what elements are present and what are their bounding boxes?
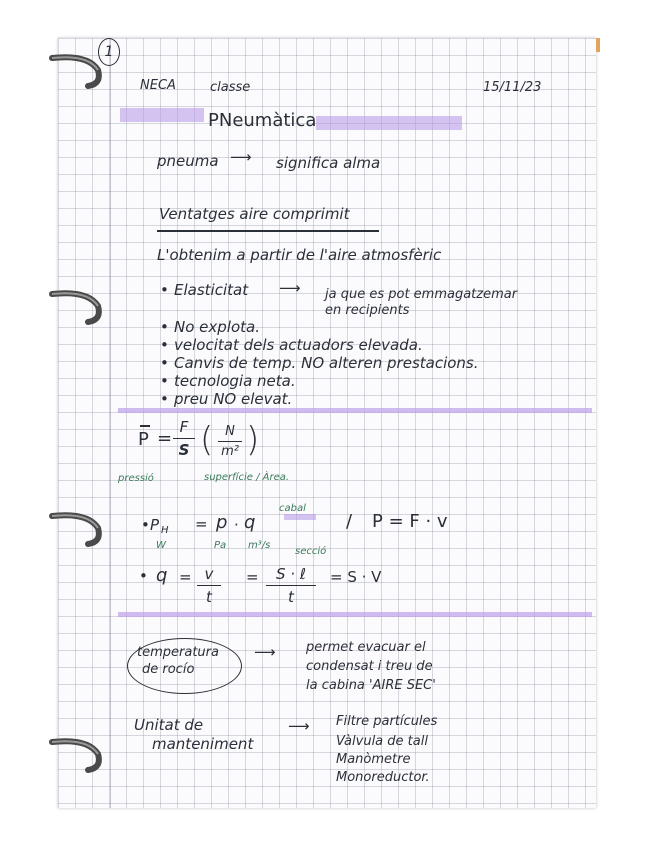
binder-ring-icon [48, 506, 110, 550]
unit-numerator: N [225, 424, 235, 439]
slash-separator: / [346, 511, 353, 532]
dew-point-line-2: condensat i treu de [306, 659, 433, 674]
title-highlight-left [120, 108, 204, 122]
flow-numerator-1: v [204, 565, 214, 583]
date-label: 15/11/23 [483, 80, 542, 95]
fraction-bar [266, 585, 316, 586]
pneuma-word: pneuma [157, 152, 219, 170]
list-item: Canvis de temp. NO alteren prestacions. [174, 354, 479, 372]
pressure-symbol: P [138, 429, 149, 450]
maintenance-label-1: Unitat de [134, 716, 204, 734]
superficie-annotation: superfície / Àrea. [204, 472, 290, 483]
maintenance-item: Manòmetre [336, 752, 411, 767]
cabal-annotation: cabal [279, 503, 306, 514]
paren-right: ) [246, 420, 260, 460]
dew-point-line-3: la cabina 'AIRE SEC' [306, 678, 436, 693]
bullet-icon: • [160, 372, 169, 390]
power-alt-formula: P = F · v [372, 511, 448, 532]
bullet-icon: • [139, 567, 148, 585]
dot-operator: · [234, 516, 239, 534]
flow-symbol: q [156, 565, 168, 586]
maintenance-item: Monoreductor. [336, 770, 430, 785]
seccio-annotation: secció [295, 546, 327, 557]
equals-sign: = [195, 515, 208, 533]
pneuma-meaning: significa alma [276, 154, 381, 172]
bullet-icon: • [141, 516, 150, 534]
list-item: No explota. [174, 318, 260, 336]
list-item: velocitat dels actuadors elevada. [174, 336, 423, 354]
flow-numerator-2: S · ℓ [275, 565, 307, 583]
fraction-bar [197, 585, 221, 586]
dew-point-line-1: permet evacuar el [306, 640, 426, 655]
section-heading: Ventatges aire comprimit [159, 205, 350, 223]
pressure-bar [140, 425, 150, 427]
arrow-icon: ⟶ [230, 148, 252, 166]
elasticity-label: Elasticitat [174, 281, 249, 299]
list-item: tecnologia neta. [174, 372, 296, 390]
maintenance-item: Vàlvula de tall [336, 734, 428, 749]
pressure-denominator: S [178, 441, 190, 459]
margin-line [110, 38, 111, 808]
arrow-icon: ⟶ [279, 279, 301, 297]
flow-term: q [244, 512, 256, 533]
power-subscript: H [161, 525, 169, 536]
elasticity-line1: ja que es pot emmagatzemar [325, 287, 518, 302]
equals-sign: = [157, 428, 173, 449]
fraction-bar [173, 438, 195, 439]
arrow-icon: ⟶ [288, 717, 310, 735]
power-symbol: P [150, 516, 160, 534]
section-divider [118, 408, 592, 413]
page-title: PNeumàtica [208, 110, 317, 131]
fraction-bar [218, 441, 242, 442]
flow-denominator-2: t [288, 588, 294, 606]
bullet-icon: • [160, 281, 169, 299]
power-unit: W [156, 540, 166, 551]
heading-underline [157, 230, 379, 232]
pressure-unit: Pa [214, 540, 227, 551]
maintenance-item: Filtre partícules [336, 714, 438, 729]
bullet-icon: • [160, 318, 169, 336]
section-divider [118, 612, 592, 617]
flow-fraction-1 [197, 565, 221, 606]
page-number: 1 [98, 38, 120, 66]
pressure-unit-fraction [218, 424, 242, 459]
flow-result: = S · V [330, 568, 382, 586]
equals-sign: = [246, 568, 259, 586]
cabal-highlight [284, 514, 316, 520]
equals-sign: = [179, 568, 192, 586]
flow-fraction-2 [266, 565, 316, 606]
dew-point-label-1: temperatura [137, 645, 219, 660]
bullet-icon: • [160, 390, 169, 408]
dew-point-label-2: de rocío [142, 662, 195, 677]
arrow-icon: ⟶ [254, 643, 276, 661]
paren-left: ( [200, 420, 214, 460]
flow-denominator-1: t [206, 588, 212, 606]
maintenance-label-2: manteniment [152, 735, 254, 753]
class-label: classe [210, 80, 251, 95]
subject-label: NECA [140, 78, 176, 93]
binder-ring-icon [48, 284, 110, 328]
page-edge-tab [596, 38, 600, 52]
pressure-term: p [216, 512, 228, 533]
elasticity-line2: en recipients [325, 303, 410, 318]
intro-text: L'obtenim a partir de l'aire atmosfèric [157, 246, 442, 264]
pressure-numerator: F [179, 418, 189, 436]
bullet-icon: • [160, 354, 169, 372]
pressio-annotation: pressió [118, 473, 154, 484]
list-item: preu NO elevat. [174, 390, 293, 408]
binder-ring-icon [48, 732, 110, 776]
flow-unit: m³/s [248, 540, 271, 551]
unit-denominator: m² [221, 444, 239, 459]
title-highlight-right [316, 116, 462, 130]
bullet-icon: • [160, 336, 169, 354]
pressure-fraction [173, 418, 195, 459]
